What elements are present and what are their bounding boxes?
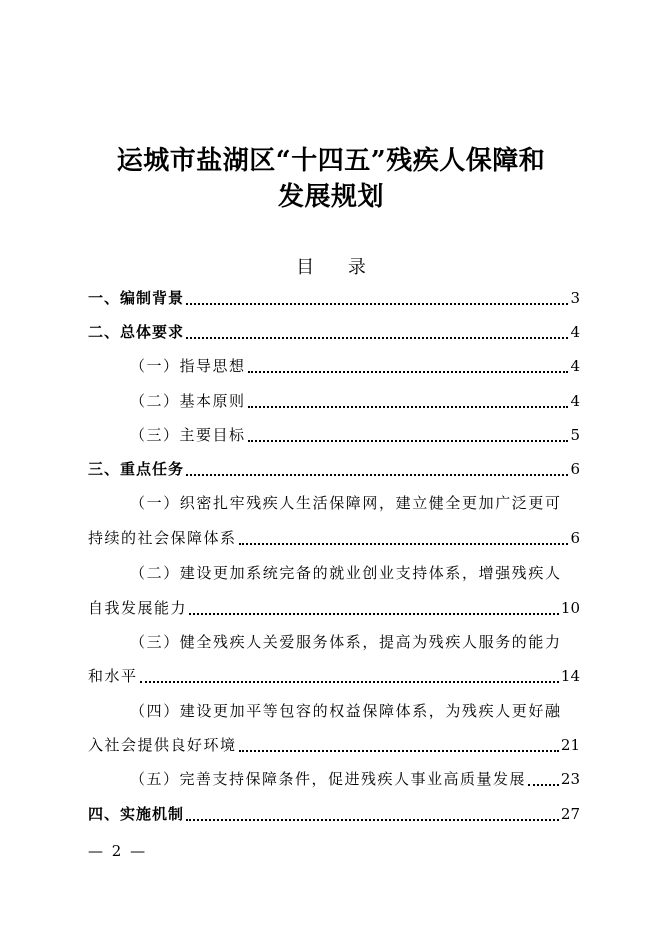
toc-page-number: 27 — [560, 805, 580, 823]
leader-dots — [186, 293, 568, 305]
leader-dots — [239, 533, 569, 545]
toc-entry-zongti-yaoqiu — [88, 320, 580, 344]
toc-entry-label: 二、总体要求 — [88, 323, 185, 341]
toc-entry-shishi-jizhi — [88, 802, 580, 826]
toc-page-number: 5 — [570, 426, 580, 444]
leader-dots — [528, 774, 559, 786]
toc-entry-text-line: （二）建设更加系统完备的就业创业支持体系，增强残疾人 — [130, 564, 562, 582]
toc-page-number: 6 — [570, 460, 580, 478]
toc-page-number: 23 — [560, 770, 580, 788]
toc-entry-zhongdian-renwu — [88, 457, 580, 481]
toc-page-number: 21 — [560, 736, 580, 754]
leader-dots — [189, 603, 559, 615]
toc-page-number: 6 — [570, 529, 580, 547]
toc-entry-label: 持续的社会保障体系 — [88, 529, 237, 547]
toc-entry-shehui-baozhang — [88, 526, 580, 550]
toc-entry-text-line: （三）健全残疾人关爱服务体系，提高为残疾人服务的能力 — [130, 633, 562, 651]
toc-entry-label: 三、重点任务 — [88, 460, 185, 478]
toc-entry-label: 和水平 — [88, 667, 138, 685]
toc-entry-guanai-fuwu — [88, 664, 580, 688]
toc-heading: 目 录 — [296, 257, 380, 278]
toc-entry-label: （一）指导思想 — [130, 357, 246, 375]
toc-entry-zhichi-baozhang — [130, 767, 580, 791]
page-number: — 2 — — [88, 842, 148, 860]
toc-entry-label: （二）基本原则 — [130, 392, 246, 410]
toc-entry-label: 自我发展能力 — [88, 599, 188, 617]
toc-page-number: 3 — [570, 289, 580, 307]
toc-entry-jiuye-chuangye — [88, 596, 580, 620]
toc-entry-zhuyao-mubiao — [130, 423, 580, 447]
toc-entry-label: （五）完善支持保障条件，促进残疾人事业高质量发展 — [130, 770, 527, 788]
toc-page-number: 4 — [570, 323, 580, 341]
leader-dots — [239, 740, 559, 752]
document-title-line-1: 运城市盐湖区“十四五”残疾人保障和 — [116, 146, 546, 176]
toc-entry-label: 入社会提供良好环境 — [88, 736, 237, 754]
toc-page-number: 4 — [570, 357, 580, 375]
toc-entry-quanyi-baozhang — [88, 733, 580, 757]
leader-dots — [186, 809, 559, 821]
leader-dots — [186, 327, 568, 339]
document-title-line-2: 发展规划 — [277, 182, 384, 212]
toc-entry-label: 四、实施机制 — [88, 805, 185, 823]
toc-page-number: 4 — [570, 392, 580, 410]
toc-page-number: 10 — [560, 599, 580, 617]
toc-entry-text-line: （一）织密扎牢残疾人生活保障网，建立健全更加广泛更可 — [130, 494, 562, 512]
toc-entry-jiben-yuanze — [130, 389, 580, 413]
leader-dots — [140, 671, 559, 683]
toc-entry-label: （三）主要目标 — [130, 426, 246, 444]
leader-dots — [248, 396, 569, 408]
toc-entry-zhidao-sixiang — [130, 354, 580, 378]
toc-entry-bianzhi-beijing — [88, 286, 580, 310]
toc-entry-label: 一、编制背景 — [88, 289, 185, 307]
leader-dots — [248, 361, 569, 373]
leader-dots — [248, 430, 569, 442]
leader-dots — [186, 464, 568, 476]
toc-page-number: 14 — [560, 667, 580, 685]
toc-entry-text-line: （四）建设更加平等包容的权益保障体系，为残疾人更好融 — [130, 702, 562, 720]
